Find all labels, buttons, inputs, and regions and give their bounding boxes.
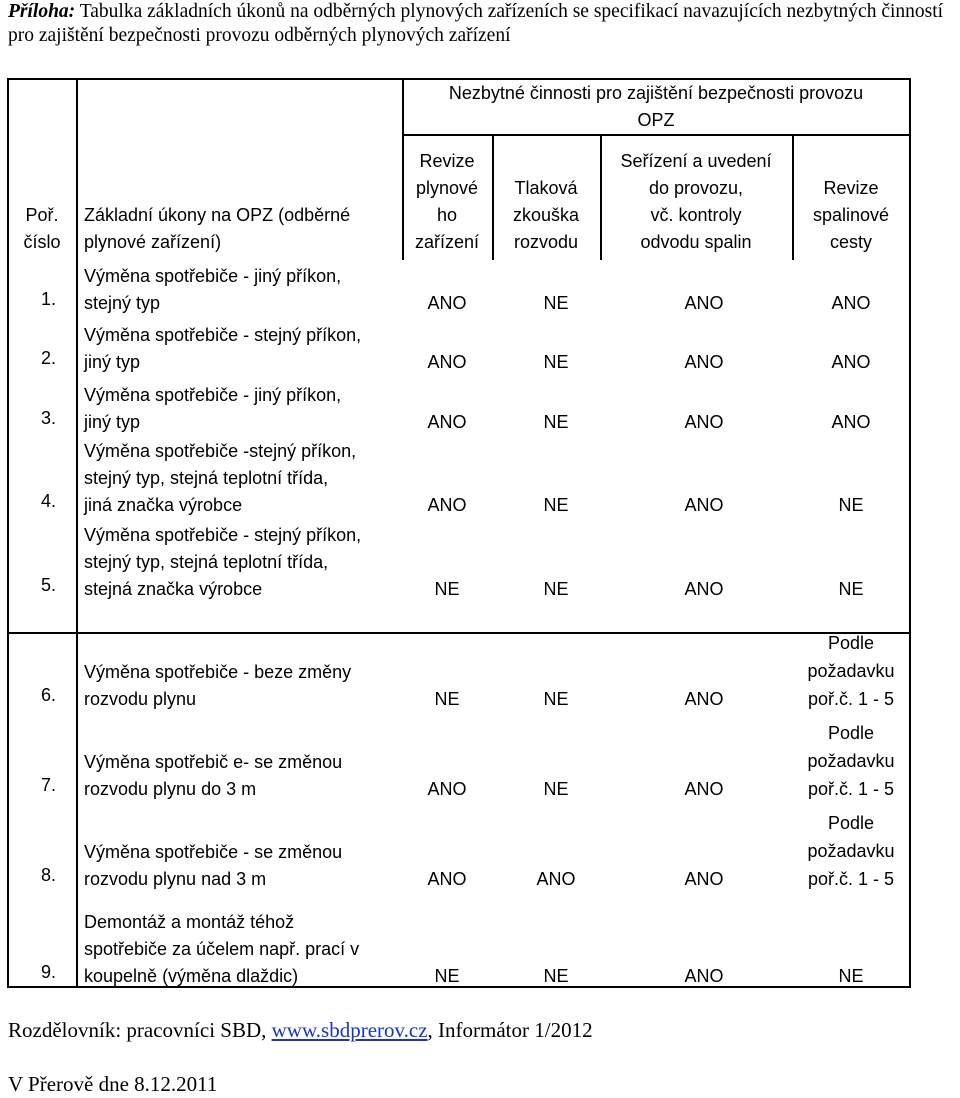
distribution-suffix: , Informátor 1/2012	[427, 1018, 593, 1042]
row-task: Demontáž a montáž téhož spotřebiče za účelem např. prací v koupelně (výměna dlaždic)	[84, 912, 360, 986]
row-revize: ANO	[427, 412, 467, 432]
row-tlakova: NE	[543, 579, 569, 599]
row-revize: ANO	[427, 352, 467, 372]
date-line: V Přerově dne 8.12.2011	[8, 1072, 218, 1096]
row-revize: ANO	[427, 293, 467, 313]
row-revize: ANO	[427, 779, 467, 799]
row-tlakova: ANO	[536, 869, 576, 889]
distribution-prefix: Rozdělovník: pracovníci SBD,	[8, 1018, 272, 1042]
row-tlakova: NE	[543, 689, 569, 709]
row-number: 2.	[40, 348, 56, 368]
row-revize: NE	[434, 689, 460, 709]
row-number: 4.	[40, 491, 56, 511]
col-header-spalinove: Revize spalinové cesty	[812, 178, 890, 252]
row-revize: NE	[434, 579, 460, 599]
row-task: Výměna spotřebiče - se změnou rozvodu plynu nad 3 m	[84, 842, 343, 889]
row-task: Výměna spotřebiče - stejný příkon, stejný typ, stejná teplotní třída, stejná značka výrobce	[84, 525, 362, 599]
row-serizeni: ANO	[684, 352, 724, 372]
row-revize: NE	[434, 966, 460, 986]
row-number: 6.	[40, 685, 56, 705]
row-number: 1.	[40, 289, 56, 309]
row-task: Výměna spotřebič e- se změnou rozvodu plynu do 3 m	[84, 752, 343, 799]
row-spalinove: ANO	[831, 352, 871, 372]
distribution-note	[8, 1018, 593, 1043]
heading-text: Tabulka základních úkonů na odběrných plynových zařízeních se specifikací navazujících nezbytných činností pro zajištění bezpečnosti provozu odběrných plynových zařízení	[8, 1, 944, 46]
col-header-revize: Revize plynové ho zařízení	[414, 151, 480, 252]
row-revize: ANO	[427, 495, 467, 515]
row-serizeni: ANO	[684, 412, 724, 432]
table-grid-line	[402, 134, 910, 136]
row-spalinove: Podle požadavku poř.č. 1 - 5	[807, 813, 895, 889]
col-header-serizeni: Seřízení a uvedení do provozu, vč. kontroly odvodu spalin	[620, 151, 772, 252]
row-serizeni: ANO	[684, 293, 724, 313]
col-header-tlakova: Tlaková zkouška rozvodu	[512, 178, 580, 252]
row-serizeni: ANO	[684, 869, 724, 889]
row-number: 3.	[40, 408, 56, 428]
row-tlakova: NE	[543, 966, 569, 986]
row-task: Výměna spotřebiče - jiný příkon, stejný typ	[84, 266, 342, 313]
row-tlakova: NE	[543, 412, 569, 432]
row-serizeni: ANO	[684, 495, 724, 515]
row-task: Výměna spotřebiče - beze změny rozvodu plynu	[84, 662, 352, 709]
row-tlakova: NE	[543, 495, 569, 515]
table-grid-line	[8, 632, 910, 634]
row-tlakova: NE	[543, 293, 569, 313]
row-spalinove: NE	[838, 966, 864, 986]
row-task: Výměna spotřebiče -stejný příkon, stejný typ, stejná teplotní třída, jiná značka výrobce	[84, 441, 357, 515]
row-number: 9.	[40, 962, 56, 982]
row-spalinove: NE	[838, 495, 864, 515]
row-spalinove: Podle požadavku poř.č. 1 - 5	[807, 633, 895, 709]
row-number: 8.	[40, 865, 56, 885]
heading-lead: Příloha:	[8, 1, 76, 22]
row-spalinove: ANO	[831, 412, 871, 432]
page-heading	[8, 0, 958, 48]
row-task: Výměna spotřebiče - stejný příkon, jiný typ	[84, 325, 362, 372]
col-header-task: Základní úkony na OPZ (odběrné plynové zařízení)	[84, 205, 351, 252]
row-revize: ANO	[427, 869, 467, 889]
row-task: Výměna spotřebiče - jiný příkon, jiný typ	[84, 385, 342, 432]
row-serizeni: ANO	[684, 579, 724, 599]
website-link[interactable]: www.sbdprerov.cz	[271, 1018, 428, 1042]
row-spalinove: Podle požadavku poř.č. 1 - 5	[807, 723, 895, 799]
table-grid-line	[76, 80, 78, 988]
row-tlakova: NE	[543, 779, 569, 799]
row-spalinove: NE	[838, 579, 864, 599]
row-tlakova: NE	[543, 352, 569, 372]
row-serizeni: ANO	[684, 779, 724, 799]
group-header: Nezbytné činnosti pro zajištění bezpečnosti provozu OPZ	[448, 83, 864, 130]
row-serizeni: ANO	[684, 966, 724, 986]
row-serizeni: ANO	[684, 689, 724, 709]
row-number: 7.	[40, 775, 56, 795]
row-number: 5.	[40, 575, 56, 595]
col-header-number: Poř. číslo	[23, 205, 61, 252]
row-spalinove: ANO	[831, 293, 871, 313]
